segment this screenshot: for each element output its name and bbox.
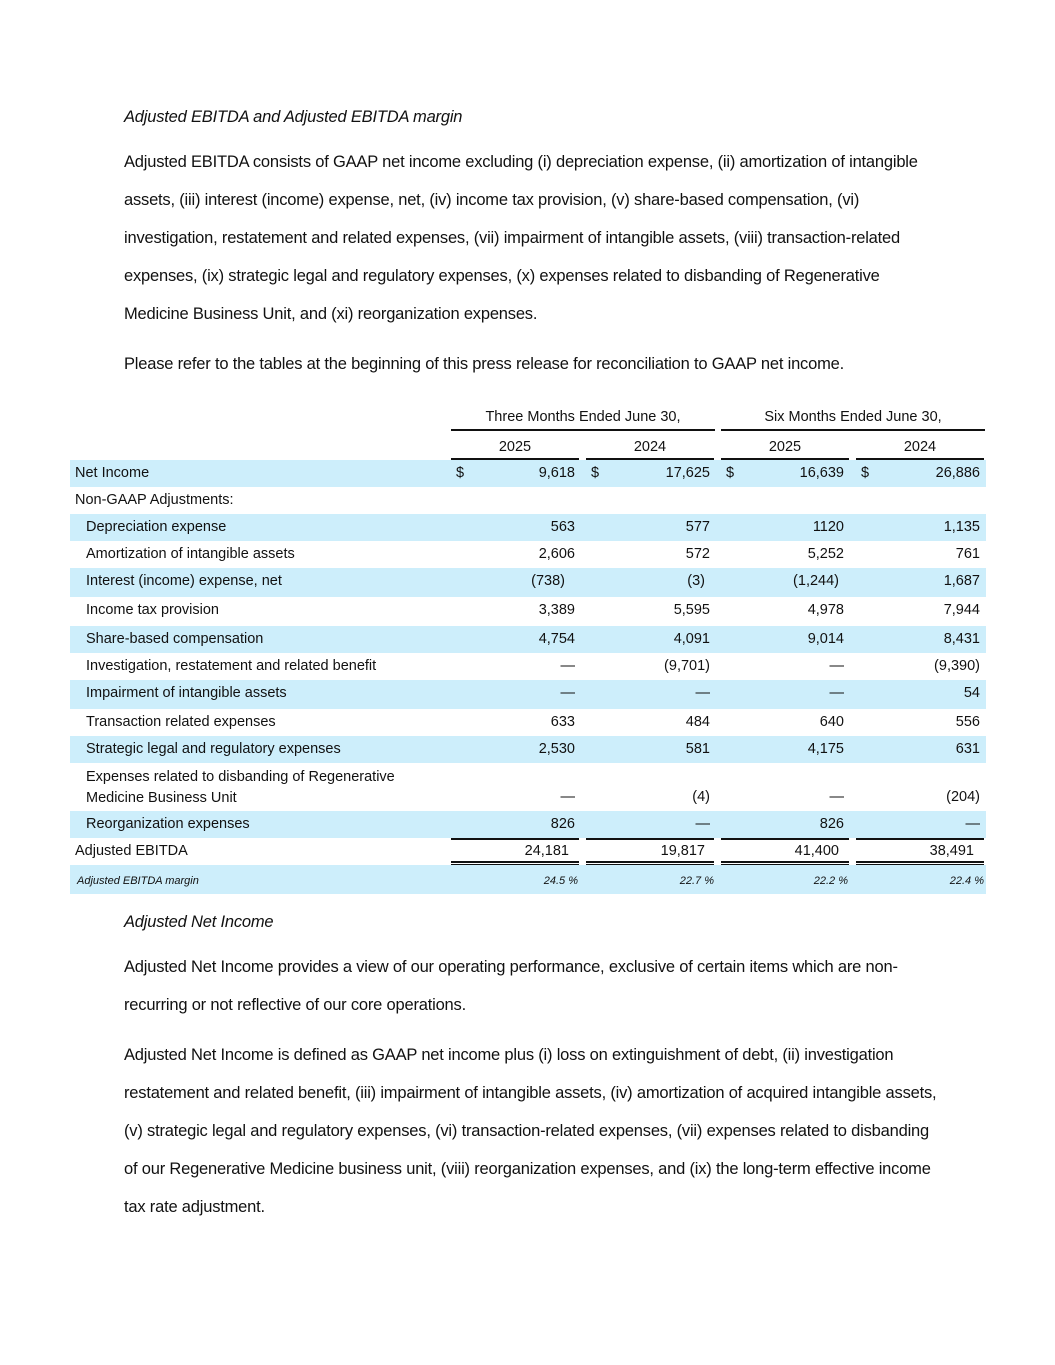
currency-symbol: $ bbox=[591, 465, 600, 481]
row-label: Interest (income) expense, net bbox=[86, 573, 282, 589]
cell-value: — bbox=[560, 685, 575, 701]
cell-value: 826 bbox=[550, 816, 575, 832]
cell-value: (1,244) bbox=[793, 573, 839, 589]
cell-value: 2,606 bbox=[538, 546, 575, 562]
cell-value: 761 bbox=[955, 546, 980, 562]
section-heading-adjusted-ebitda: Adjusted EBITDA and Adjusted EBITDA margin bbox=[124, 108, 463, 126]
group-header-six-months: Six Months Ended June 30, bbox=[721, 409, 985, 431]
year-header: 2024 bbox=[586, 439, 714, 460]
cell-value: (9,390) bbox=[934, 658, 980, 674]
table-row bbox=[70, 541, 986, 568]
table-row bbox=[70, 763, 986, 811]
cell-value: (4) bbox=[692, 789, 710, 805]
adjusted-net-income-definition-paragraph: Adjusted Net Income is defined as GAAP net income plus (i) loss on extinguishment of debt, (ii) investigation restatement and related benefit, (iii) impairment of intangible assets, (iv) amortization of acquired intangible assets, (v) strategic legal and regulatory expenses, (vi) transaction-related expenses, (vii) expenses related to disbanding of our Regenerative Medicine business unit, (viii) reorganization expenses, and (ix) the long-term effective income tax rate adjustment. bbox=[124, 1046, 937, 1216]
cell-value: — bbox=[560, 789, 575, 805]
row-label: Adjusted EBITDA margin bbox=[77, 875, 199, 887]
table-row bbox=[70, 597, 986, 626]
cell-value: 26,886 bbox=[935, 465, 980, 481]
row-label: Income tax provision bbox=[86, 602, 219, 618]
cell-value: 1,687 bbox=[943, 573, 980, 589]
row-label-line1: Expenses related to disbanding of Regenerative bbox=[86, 769, 395, 785]
table-row-adjustments-header bbox=[70, 487, 986, 514]
cell-value: 17,625 bbox=[665, 465, 710, 481]
cell-value: 4,175 bbox=[807, 741, 844, 757]
adjusted-ebitda-table bbox=[70, 404, 986, 894]
table-row bbox=[70, 811, 986, 838]
cell-value: — bbox=[695, 816, 710, 832]
divider bbox=[586, 838, 714, 840]
cell-value: 9,014 bbox=[807, 631, 844, 647]
cell-value: 640 bbox=[819, 714, 844, 730]
cell-value: 38,491 bbox=[929, 843, 974, 859]
cell-value: 633 bbox=[550, 714, 575, 730]
cell-value: — bbox=[829, 658, 844, 674]
table-row-adjusted-ebitda bbox=[70, 838, 986, 865]
cell-value: — bbox=[695, 685, 710, 701]
currency-symbol: $ bbox=[456, 465, 465, 481]
cell-value: — bbox=[829, 685, 844, 701]
cell-value: 24.5 % bbox=[543, 875, 578, 887]
cell-value: 563 bbox=[550, 519, 575, 535]
cell-value: 572 bbox=[685, 546, 710, 562]
row-label: Amortization of intangible assets bbox=[86, 546, 295, 562]
row-label: Impairment of intangible assets bbox=[86, 685, 287, 701]
row-label: Net Income bbox=[75, 465, 150, 481]
divider bbox=[856, 838, 984, 840]
cell-value: — bbox=[829, 789, 844, 805]
cell-value: 7,944 bbox=[943, 602, 980, 618]
table-year-header-row bbox=[70, 432, 986, 460]
cell-value: 4,754 bbox=[538, 631, 575, 647]
table-row bbox=[70, 568, 986, 597]
cell-value: 1,135 bbox=[943, 519, 980, 535]
cell-value: — bbox=[965, 816, 980, 832]
cell-value: 22.4 % bbox=[949, 875, 984, 887]
cell-value: (9,701) bbox=[664, 658, 710, 674]
row-label: Adjusted EBITDA bbox=[75, 843, 188, 859]
cell-value: 631 bbox=[955, 741, 980, 757]
cell-value: 5,252 bbox=[807, 546, 844, 562]
cell-value: 22.2 % bbox=[813, 875, 848, 887]
cell-value: 2,530 bbox=[538, 741, 575, 757]
row-label: Reorganization expenses bbox=[86, 816, 250, 832]
row-label bbox=[86, 767, 395, 809]
year-header: 2025 bbox=[721, 439, 849, 460]
currency-symbol: $ bbox=[861, 465, 870, 481]
group-header-three-months: Three Months Ended June 30, bbox=[451, 409, 715, 431]
table-group-header-row bbox=[70, 404, 986, 432]
cell-value: 581 bbox=[685, 741, 710, 757]
divider bbox=[721, 838, 849, 840]
cell-value: 4,091 bbox=[673, 631, 710, 647]
row-label: Depreciation expense bbox=[86, 519, 227, 535]
cell-value: 24,181 bbox=[524, 843, 569, 859]
table-row bbox=[70, 653, 986, 680]
cell-value: 9,618 bbox=[538, 465, 575, 481]
cell-value: 54 bbox=[963, 685, 980, 701]
table-row-ebitda-margin bbox=[70, 865, 986, 894]
year-header: 2024 bbox=[856, 439, 984, 460]
cell-value: 22.7 % bbox=[679, 875, 714, 887]
row-label: Strategic legal and regulatory expenses bbox=[86, 741, 341, 757]
cell-value: 1120 bbox=[812, 519, 844, 535]
row-label: Non-GAAP Adjustments: bbox=[75, 492, 234, 508]
row-label-line2: Medicine Business Unit bbox=[86, 790, 237, 806]
cell-value: 3,389 bbox=[538, 602, 575, 618]
cell-value: 826 bbox=[819, 816, 844, 832]
table-row bbox=[70, 626, 986, 653]
cell-value: (204) bbox=[946, 789, 980, 805]
divider bbox=[451, 838, 579, 840]
section-heading-adjusted-net-income: Adjusted Net Income bbox=[124, 913, 274, 931]
cell-value: 8,431 bbox=[943, 631, 980, 647]
cell-value: 4,978 bbox=[807, 602, 844, 618]
cell-value: — bbox=[560, 658, 575, 674]
cell-value: 484 bbox=[685, 714, 710, 730]
cell-value: 556 bbox=[955, 714, 980, 730]
reconciliation-note-paragraph: Please refer to the tables at the beginning of this press release for reconciliation to GAAP net income. bbox=[124, 355, 844, 373]
cell-value: 577 bbox=[685, 519, 710, 535]
table-row bbox=[70, 514, 986, 541]
row-label: Investigation, restatement and related benefit bbox=[86, 658, 377, 674]
currency-symbol: $ bbox=[726, 465, 735, 481]
table-row-net-income bbox=[70, 460, 986, 487]
cell-value: 16,639 bbox=[799, 465, 844, 481]
cell-value: 41,400 bbox=[794, 843, 839, 859]
cell-value: 19,817 bbox=[660, 843, 705, 859]
row-label: Share-based compensation bbox=[86, 631, 264, 647]
adjusted-net-income-overview-paragraph: Adjusted Net Income provides a view of our operating performance, exclusive of certain items which are non-recurring or not reflective of our core operations. bbox=[124, 958, 898, 1014]
table-row bbox=[70, 680, 986, 709]
row-label: Transaction related expenses bbox=[86, 714, 276, 730]
cell-value: (3) bbox=[687, 573, 705, 589]
cell-value: 5,595 bbox=[673, 602, 710, 618]
cell-value: (738) bbox=[531, 573, 565, 589]
table-row bbox=[70, 736, 986, 763]
table-row bbox=[70, 709, 986, 736]
year-header: 2025 bbox=[451, 439, 579, 460]
ebitda-definition-paragraph: Adjusted EBITDA consists of GAAP net income excluding (i) depreciation expense, (ii) amortization of intangible assets, (iii) interest (income) expense, net, (iv) income tax provision, (v) share-based compensation, (vi) investigation, restatement and related expenses, (vii) impairment of intangible assets, (viii) transaction-related expenses, (ix) strategic legal and regulatory expenses, (x) expenses related to disbanding of Regenerative Medicine Business Unit, and (xi) reorganization expenses. bbox=[124, 153, 918, 323]
